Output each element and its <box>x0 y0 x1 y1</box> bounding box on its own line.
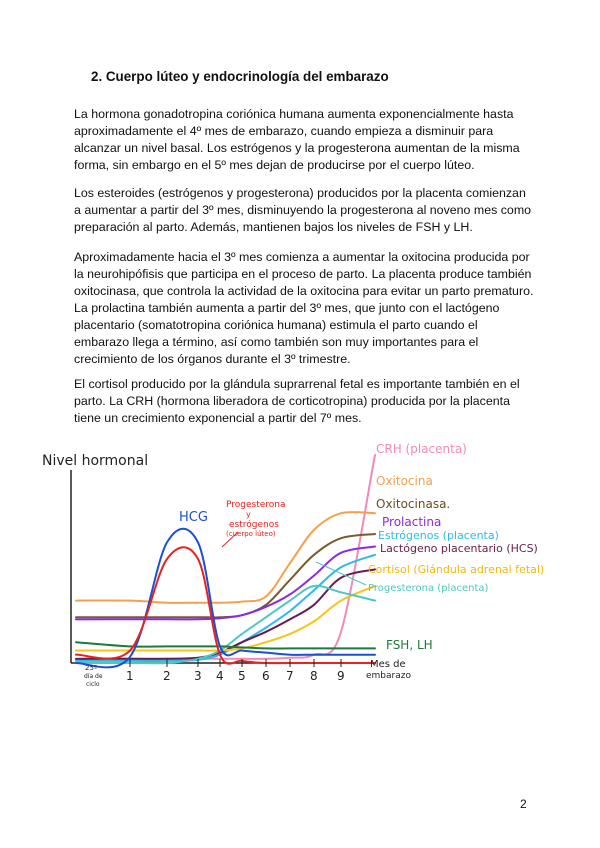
x-tick-label: 6 <box>262 669 270 683</box>
x-tick-label: 2 <box>163 669 171 683</box>
x-axis-label: embarazo <box>366 671 411 681</box>
label-estrogenos: Estrógenos (placenta) <box>378 529 499 542</box>
label-prog-est-cuerpo-luteo: estrógenos <box>229 520 279 530</box>
label-fsh-lh: FSH, LH <box>386 638 433 652</box>
x-tick-label: ciclo <box>86 681 100 688</box>
paragraph-cortisol: El cortisol producido por la glándula suprarrenal fetal es importante también en el parto. La CRH (hormona liberadora de corticotropina) producida por la placenta tiene un crecimiento exponencial a partir del 7º mes. <box>74 377 520 425</box>
x-tick-label: 5 <box>238 669 246 683</box>
paragraph-oxytocin: Aproximadamente hacia el 3º mes comienza a aumentar la oxitocina producida por la neurohipófisis que participa en el proceso de parto. La placenta produce también oxitocinasa, que controla la actividad de la oxitocina para evitar un parto prematuro. La prolactina también aumenta a partir del 3º mes, que junto con el lactógeno placentario (somatotropina coriónica humana) estimula el parto cuando el embarazo llega a término, así como también son muy importantes para el crecimiento de los órganos durante el 3º trimestre. <box>74 250 534 366</box>
x-tick-label: 25º <box>85 664 98 672</box>
x-tick-label: 4 <box>216 669 224 683</box>
series-line-fsh-lh <box>76 642 375 648</box>
y-axis-label: Nivel hormonal <box>42 453 149 469</box>
paragraph-hcg: La hormona gonadotropina coriónica humana aumenta exponencialmente hasta aproximadamente el 4º mes de embarazo, cuando empieza a disminuir para alcanzar un nivel basal. Los estrógenos y la progesterona aumentan de la misma forma, sin embargo en el 5º mes dejan de producirse por el cuerpo lúteo. <box>74 107 520 172</box>
label-prog-est-cuerpo-luteo: Progesterona <box>226 500 286 510</box>
label-oxitocinasa: Oxitocinasa. <box>376 497 451 511</box>
x-tick-label: día de <box>84 673 103 680</box>
series-line-crh-placenta <box>76 455 375 659</box>
x-tick-label: 8 <box>310 669 318 683</box>
page-number: 2 <box>520 797 527 811</box>
x-tick-label: 7 <box>286 669 294 683</box>
x-tick-label: 1 <box>126 669 134 683</box>
x-axis-label: Mes de <box>370 659 406 670</box>
label-cortisol: Cortisol (Glándula adrenal fetal) <box>368 563 545 576</box>
paragraph-steroids: Los esteroides (estrógenos y progesterona) producidos por la placenta comienzan a aumentar a partir del 3º mes, disminuyendo la progesterona al noveno mes como preparación al parto. Además, mantienen bajos los niveles de FSH y LH. <box>74 186 532 234</box>
label-prog-est-cuerpo-luteo: y <box>246 510 251 519</box>
x-tick-label: 3 <box>194 669 202 683</box>
label-progesterona: Progesterona (placenta) <box>368 583 489 594</box>
x-tick-label: 9 <box>337 669 345 683</box>
label-lactogeno: Lactógeno placentario (HCS) <box>380 542 538 555</box>
label-oxitocina: Oxitocina <box>376 474 433 488</box>
hormone-level-chart <box>30 435 590 695</box>
section-heading: 2. Cuerpo lúteo y endocrinología del embarazo <box>91 69 389 84</box>
label-hcg: HCG <box>179 510 208 525</box>
label-prog-est-cuerpo-luteo: (cuerpo lúteo) <box>226 530 276 538</box>
label-prolactina: Prolactina <box>382 515 442 529</box>
label-crh: CRH (placenta) <box>376 442 467 456</box>
